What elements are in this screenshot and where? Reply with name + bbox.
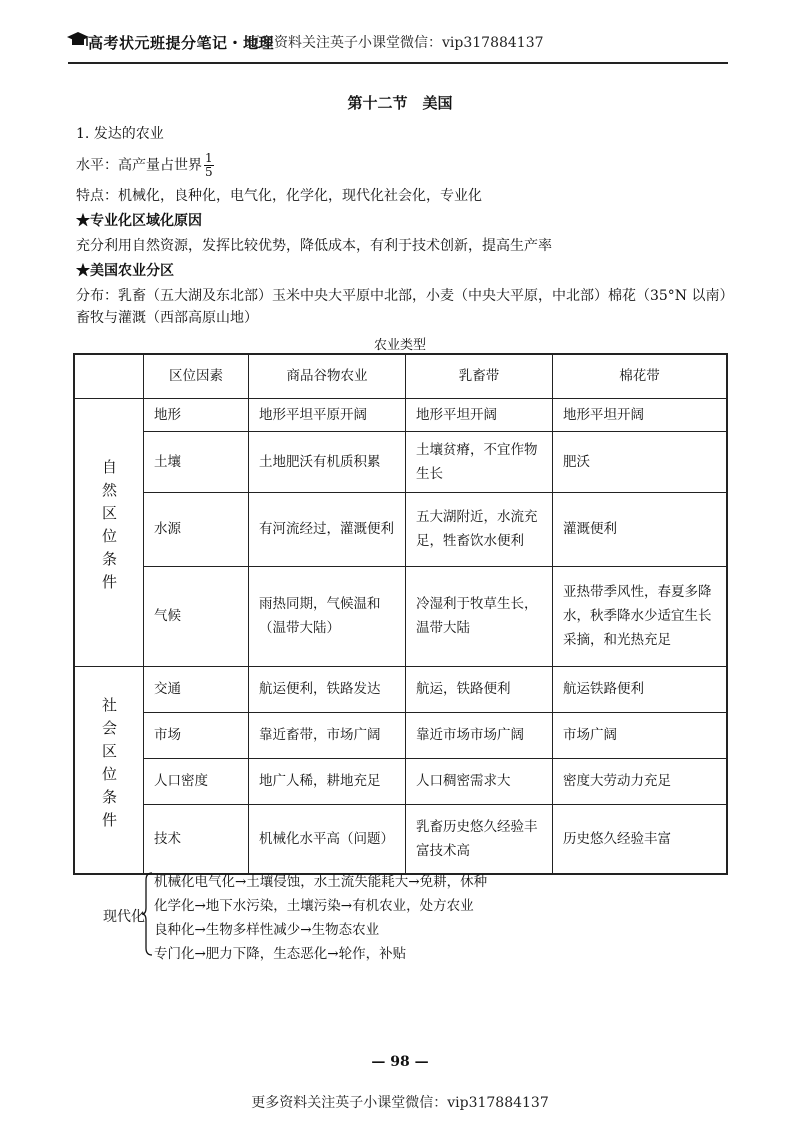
cotton-cell: 航运铁路便利 bbox=[553, 666, 728, 712]
distribution-line-1: 分布：乳畜（五大湖及东北部）玉米中央大平原中北部，小麦（中央大平原，中北部）棉花（35°N 以南） bbox=[76, 288, 734, 304]
cotton-cell: 地形平坦开阔 bbox=[553, 398, 728, 431]
table-row bbox=[74, 666, 727, 712]
modernization-label: 现代化 bbox=[103, 909, 145, 925]
factor-cell: 地形 bbox=[144, 398, 249, 431]
factor-cell: 水源 bbox=[144, 492, 249, 566]
distribution-line-2: 畜牧与灌溉（西部高原山地） bbox=[76, 310, 258, 326]
cotton-cell: 肥沃 bbox=[553, 431, 728, 492]
factor-cell: 土壤 bbox=[144, 431, 249, 492]
table-row bbox=[74, 758, 727, 804]
features-line: 特点：机械化，良种化，电气化，化学化，现代化社会化，专业化 bbox=[76, 188, 482, 204]
zones-heading: ★美国农业分区 bbox=[76, 263, 174, 279]
group-social: 社会区位条件 bbox=[74, 666, 144, 874]
dairy-cell: 五大湖附近，水流充足，牲畜饮水便利 bbox=[406, 492, 553, 566]
dairy-cell: 冷湿利于牧草生长，温带大陆 bbox=[406, 566, 553, 666]
dairy-cell: 乳畜历史悠久经验丰富技术高 bbox=[406, 804, 553, 874]
grain-cell: 地形平坦平原开阔 bbox=[249, 398, 406, 431]
reasons-line: 充分利用自然资源，发挥比较优势，降低成本，有利于技术创新，提高生产率 bbox=[76, 238, 552, 254]
level-text: 水平：高产量占世界 bbox=[76, 157, 202, 174]
specialization-heading: ★专业化区域化原因 bbox=[76, 213, 202, 229]
cotton-cell: 密度大劳动力充足 bbox=[553, 758, 728, 804]
factor-cell: 气候 bbox=[144, 566, 249, 666]
dairy-cell: 土壤贫瘠，不宜作物生长 bbox=[406, 431, 553, 492]
header-divider bbox=[68, 62, 728, 64]
table-row bbox=[74, 804, 727, 874]
modernization-item: 化学化→地下水污染，土壤污染→有机农业，处方农业 bbox=[154, 898, 474, 914]
dairy-cell: 航运，铁路便利 bbox=[406, 666, 553, 712]
page-number: — 98 — bbox=[371, 1054, 429, 1070]
one-fifth-fraction: $\frac{1}{5}$ bbox=[205, 151, 213, 179]
table-row bbox=[74, 566, 727, 666]
graduation-cap-icon bbox=[66, 30, 90, 50]
grain-cell: 航运便利，铁路发达 bbox=[249, 666, 406, 712]
section-title: 第十二节 美国 bbox=[347, 94, 453, 112]
factor-cell: 交通 bbox=[144, 666, 249, 712]
cotton-cell: 亚热带季风性，春夏多降水，秋季降水少适宜生长采摘，和光热充足 bbox=[553, 566, 728, 666]
cotton-cell: 市场广阔 bbox=[553, 712, 728, 758]
grain-cell: 机械化水平高（问题） bbox=[249, 804, 406, 874]
dairy-cell: 地形平坦开阔 bbox=[406, 398, 553, 431]
dairy-cell: 人口稠密需求大 bbox=[406, 758, 553, 804]
agriculture-type-table bbox=[73, 353, 728, 875]
grain-cell: 土地肥沃有机质积累 bbox=[249, 431, 406, 492]
heading-agriculture: 1. 发达的农业 bbox=[76, 126, 164, 142]
table-row bbox=[74, 431, 727, 492]
table-caption: 农业类型 bbox=[373, 338, 426, 353]
modernization-item: 专门化→肥力下降，生态恶化→轮作，补贴 bbox=[154, 946, 407, 962]
header-factor: 区位因素 bbox=[144, 354, 249, 398]
table-row bbox=[74, 398, 727, 431]
grain-cell: 靠近畜带，市场广阔 bbox=[249, 712, 406, 758]
header-grain: 商品谷物农业 bbox=[249, 354, 406, 398]
factor-cell: 人口密度 bbox=[144, 758, 249, 804]
factor-cell: 市场 bbox=[144, 712, 249, 758]
grain-cell: 地广人稀，耕地充足 bbox=[249, 758, 406, 804]
table-row bbox=[74, 712, 727, 758]
dairy-cell: 靠近市场市场广阔 bbox=[406, 712, 553, 758]
grain-cell: 雨热同期，气候温和（温带大陆） bbox=[249, 566, 406, 666]
header-cotton: 棉花带 bbox=[553, 354, 728, 398]
cotton-cell: 历史悠久经验丰富 bbox=[553, 804, 728, 874]
factor-cell: 技术 bbox=[144, 804, 249, 874]
table-row bbox=[74, 492, 727, 566]
brace-icon bbox=[141, 872, 153, 956]
level-line bbox=[76, 152, 214, 179]
book-title: 高考状元班提分笔记・地理 bbox=[88, 34, 275, 52]
grain-cell: 有河流经过，灌溉便利 bbox=[249, 492, 406, 566]
header-corner bbox=[74, 354, 144, 398]
table-header-row bbox=[74, 354, 727, 398]
group-natural: 自然区位条件 bbox=[74, 398, 144, 666]
modernization-item: 机械化电气化→土壤侵蚀，水土流失能耗大→免耕，休种 bbox=[154, 874, 488, 890]
footer-watermark: 更多资料关注英子小课堂微信：vip317884137 bbox=[251, 1095, 549, 1111]
cotton-cell: 灌溉便利 bbox=[553, 492, 728, 566]
modernization-item: 良种化→生物多样性减少→生物态农业 bbox=[154, 922, 380, 938]
header-watermark: 更多资料关注英子小课堂微信：vip317884137 bbox=[246, 35, 544, 51]
header-dairy: 乳畜带 bbox=[406, 354, 553, 398]
